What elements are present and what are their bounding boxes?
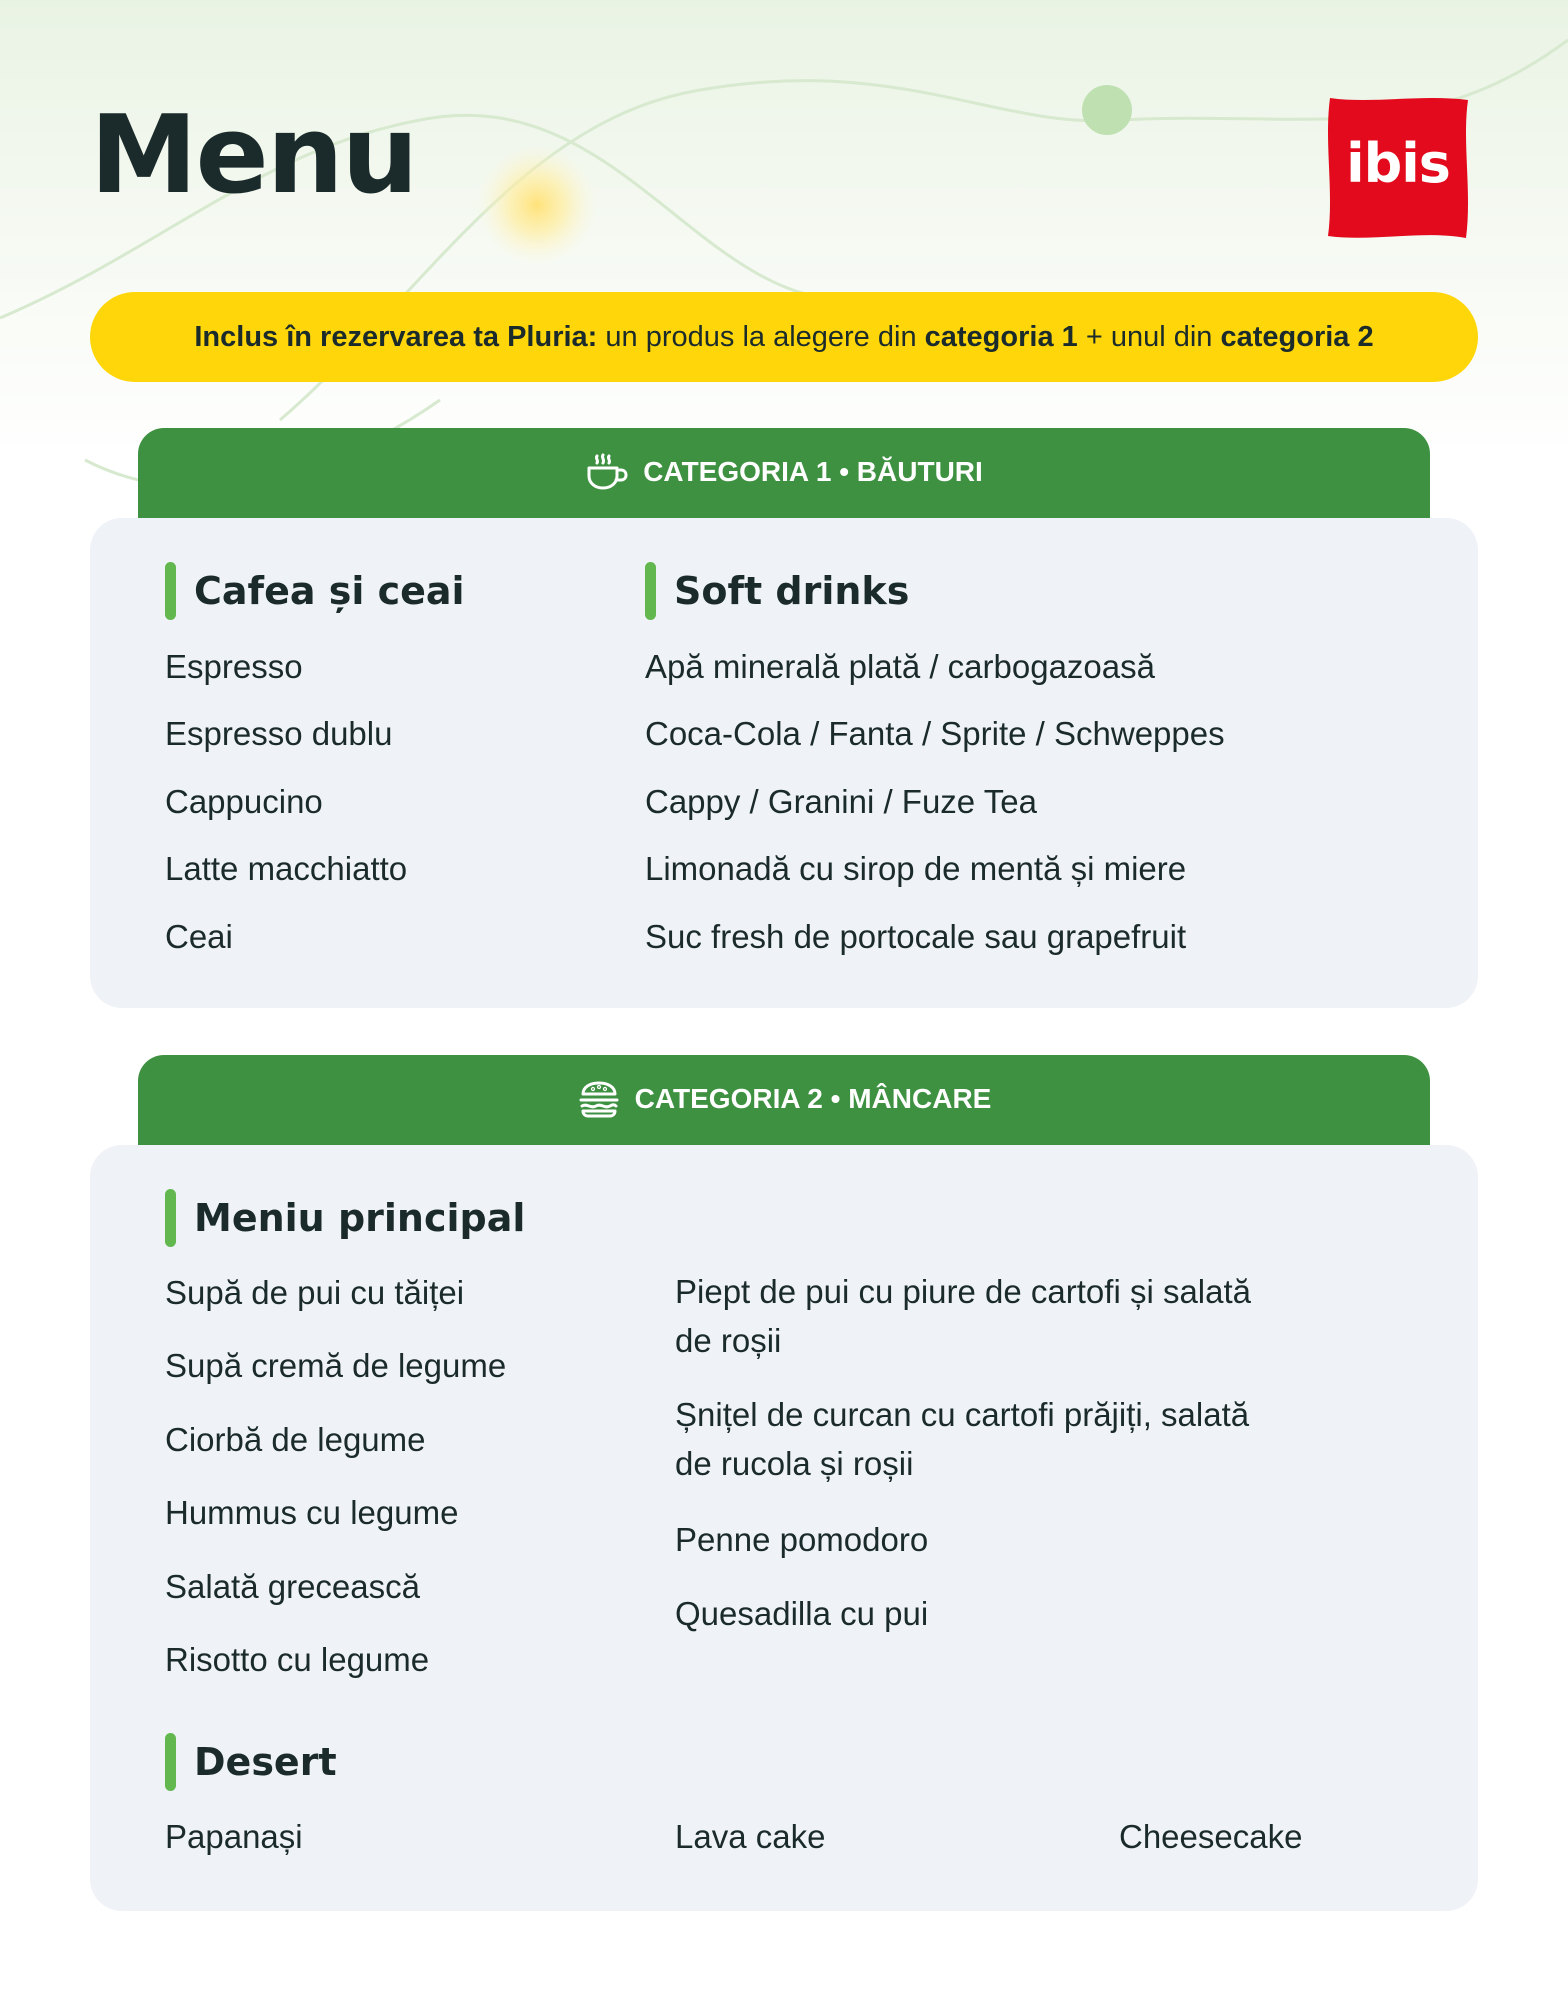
menu-item: Șnițel de curcan cu cartofi prăjiți, salată de rucola și roșii [675, 1396, 1250, 1482]
banner-category-1: categoria 1 [924, 320, 1078, 353]
heading-accent-bar [165, 562, 176, 620]
menu-item: Hummus cu legume [165, 1494, 459, 1531]
heading-accent-bar [645, 562, 656, 620]
category-1-label: CATEGORIA 1 • BĂUTURI [643, 456, 983, 487]
coffee-cup-icon [585, 450, 629, 494]
category-2-label: CATEGORIA 2 • MÂNCARE [634, 1083, 992, 1114]
category-2-card [90, 1145, 1478, 1911]
menu-item: Limonadă cu sirop de mentă și miere [645, 850, 1187, 887]
menu-item: Cheesecake [1119, 1818, 1303, 1855]
menu-item: Cappy / Granini / Fuze Tea [645, 783, 1037, 820]
menu-item: Piept de pui cu piure de cartofi și salată de roșii [675, 1273, 1252, 1359]
dessert-heading-text: Desert [194, 1740, 337, 1784]
section-heading-coffee [165, 562, 465, 620]
menu-item: Ceai [165, 918, 233, 955]
menu-item: Salată grecească [165, 1568, 420, 1605]
category-1-card [90, 518, 1478, 1008]
menu-item: Penne pomodoro [675, 1521, 929, 1558]
category-1-header [138, 428, 1430, 520]
section-heading-soft-drinks [645, 562, 909, 620]
menu-item: Espresso [165, 648, 303, 685]
burger-icon [577, 1077, 621, 1121]
menu-item: Apă minerală plată / carbogazoasă [645, 648, 1155, 685]
banner-category-2: categoria 2 [1220, 320, 1374, 353]
banner-text: un produs la alegere din [597, 320, 925, 353]
section-heading-dessert [165, 1733, 337, 1791]
logo-text: ibis [1346, 131, 1450, 195]
soft-drinks-heading-text: Soft drinks [674, 569, 910, 613]
coffee-heading-text: Cafea și ceai [194, 569, 465, 613]
menu-item: Suc fresh de portocale sau grapefruit [645, 918, 1187, 955]
menu-item: Latte macchiatto [165, 850, 408, 887]
menu-item: Papanași [165, 1818, 303, 1855]
menu-item: Coca-Cola / Fanta / Sprite / Schweppes [645, 715, 1225, 752]
menu-item: Lava cake [675, 1818, 826, 1855]
menu-item: Ciorbă de legume [165, 1421, 426, 1458]
heading-accent-bar [165, 1733, 176, 1791]
page-title: Menu [90, 93, 417, 218]
ibis-logo [1322, 92, 1474, 244]
section-heading-main-menu [165, 1189, 525, 1247]
banner-text-2: + unul din [1077, 320, 1221, 353]
heading-accent-bar [165, 1189, 176, 1247]
inclusion-banner [90, 292, 1478, 382]
banner-lead: Inclus în rezervarea ta Pluria: [194, 320, 598, 353]
menu-item: Supă de pui cu tăiței [165, 1274, 465, 1311]
menu-item: Espresso dublu [165, 715, 393, 752]
category-2-header [138, 1055, 1430, 1147]
menu-item: Quesadilla cu pui [675, 1595, 929, 1632]
menu-item: Supă cremă de legume [165, 1347, 507, 1384]
menu-item: Cappucino [165, 783, 323, 820]
menu-item: Risotto cu legume [165, 1641, 430, 1678]
main-menu-heading-text: Meniu principal [194, 1196, 526, 1240]
